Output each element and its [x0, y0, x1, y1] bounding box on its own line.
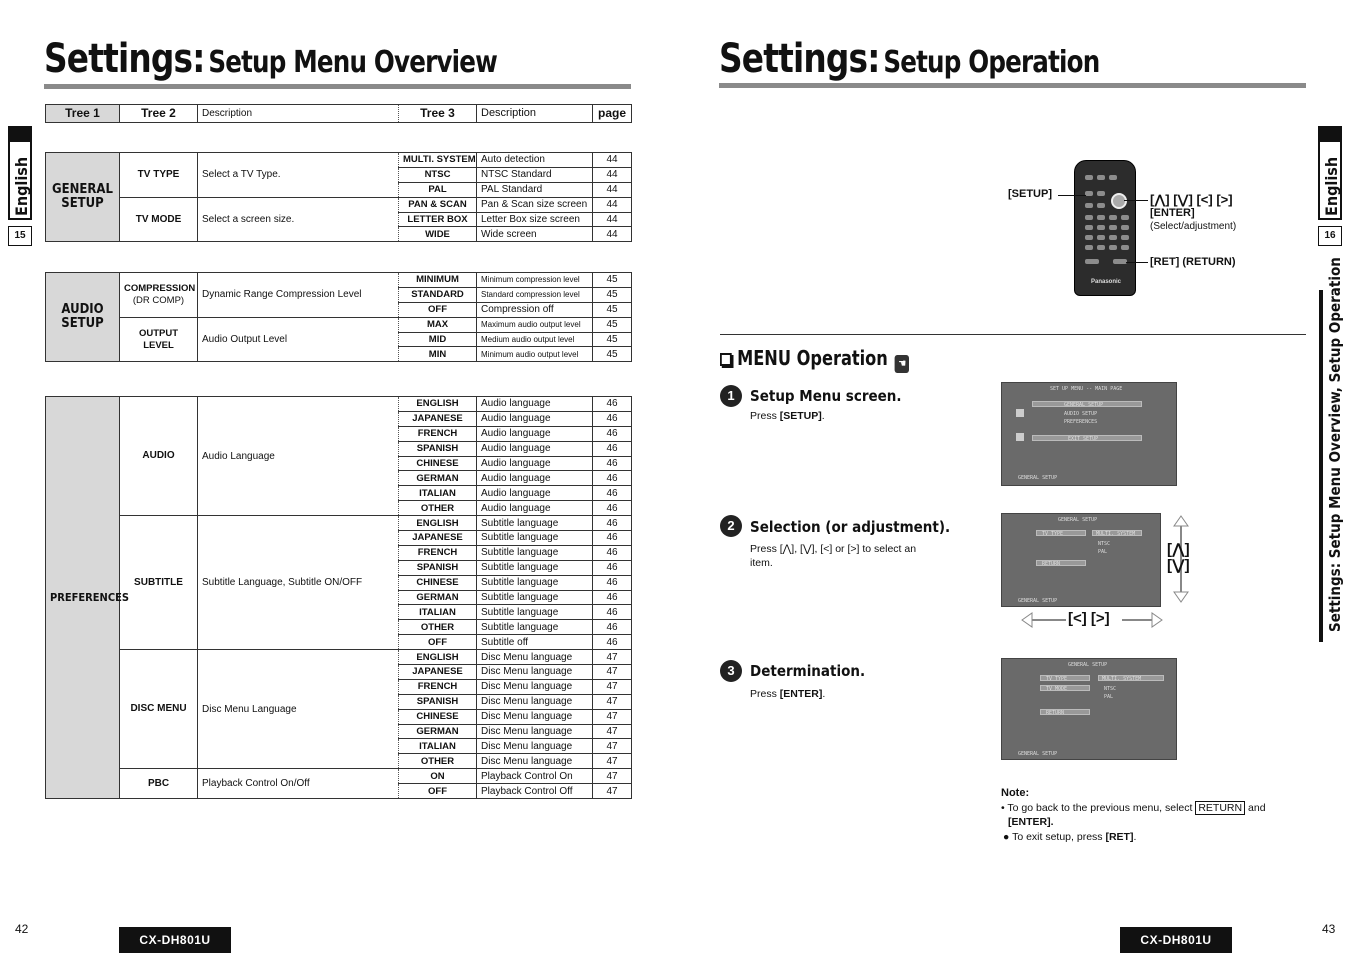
determination-screen: GENERAL SETUP TV TYPE TV MODE MULTI. SYSTEM NTSC PAL RETURN GENERAL SETUP — [1001, 658, 1177, 760]
overview-header-table — [45, 104, 632, 123]
tree3-cell: ENGLISH — [399, 397, 477, 412]
callout-ret: [RET] (RETURN) — [1150, 256, 1236, 268]
right-side-tab — [1318, 140, 1342, 220]
tree1-general-setup: GENERAL SETUP — [46, 153, 120, 242]
desc3-cell: Disc Menu language — [477, 739, 593, 754]
page-cell: 46 — [593, 471, 632, 486]
desc3-cell: Subtitle language — [477, 620, 593, 635]
tree3-cell: MAX — [399, 317, 477, 332]
page-cell: 45 — [593, 317, 632, 332]
desc3-cell: Audio language — [477, 441, 593, 456]
desc-tv-type: Select a TV Type. — [198, 153, 399, 198]
desc3-cell: Maximum audio output level — [477, 317, 593, 332]
tree3-cell: CHINESE — [399, 575, 477, 590]
checkbox-icon — [720, 353, 732, 366]
page-cell: 46 — [593, 486, 632, 501]
left-side-tab-cap — [8, 126, 32, 140]
setup-menu-screen: SET UP MENU -- MAIN PAGE GENERAL SETUP AUDIO SETUP PREFERENCES EXIT SETUP GENERAL SETUP — [1001, 382, 1177, 486]
tree3-cell: ITALIAN — [399, 739, 477, 754]
selection-screen: GENERAL SETUP TV TYPE MULTI. SYSTEM NTSC PAL RETURN GENERAL SETUP — [1001, 513, 1161, 607]
tree2-tv-type: TV TYPE — [120, 153, 198, 198]
tree3-cell: OFF — [399, 784, 477, 799]
right-title-rule — [719, 83, 1306, 88]
tree3-cell: ITALIAN — [399, 486, 477, 501]
page-cell: 46 — [593, 501, 632, 516]
page-cell: 47 — [593, 724, 632, 739]
left-side-page-badge: 15 — [8, 226, 32, 246]
left-page-title: Settings: Setup Menu Overview — [44, 36, 497, 82]
left-side-tab-label: English — [12, 156, 31, 216]
tree3-cell: ON — [399, 769, 477, 784]
step-3-text: Press [ENTER]. — [750, 688, 826, 700]
tree2-cell: SUBTITLE — [120, 516, 198, 650]
tree3-cell: PAN & SCAN — [399, 197, 477, 212]
label-left-right: [<] [>] — [1068, 610, 1110, 627]
page-cell: 44 — [593, 212, 632, 227]
page-cell: 45 — [593, 287, 632, 302]
preferences-table — [45, 396, 632, 799]
tree3-cell: OTHER — [399, 754, 477, 769]
label-up: [⋀] — [1167, 541, 1190, 558]
desc3-cell: Disc Menu language — [477, 665, 593, 680]
desc-output-level: Audio Output Level — [198, 317, 399, 362]
left-model-badge: CX-DH801U — [119, 927, 231, 953]
page-cell: 44 — [593, 167, 632, 182]
page-cell: 47 — [593, 709, 632, 724]
page-cell: 46 — [593, 605, 632, 620]
tree1-preferences: PREFERENCES — [46, 397, 120, 799]
page-cell: 47 — [593, 769, 632, 784]
callout-arrows-line — [1124, 200, 1148, 201]
page-cell: 46 — [593, 411, 632, 426]
page-cell: 45 — [593, 347, 632, 362]
step-1-text: Press [SETUP]. — [750, 410, 825, 422]
tree3-cell: OFF — [399, 302, 477, 317]
tree3-cell: STANDARD — [399, 287, 477, 302]
desc3-cell: Disc Menu language — [477, 724, 593, 739]
header-tree3: Tree 3 — [399, 105, 477, 123]
page-cell: 44 — [593, 153, 632, 168]
desc3-cell: PAL Standard — [477, 182, 593, 197]
left-arrow-icon — [1030, 619, 1066, 621]
desc-cell: Subtitle Language, Subtitle ON/OFF — [198, 516, 399, 650]
desc3-cell: Subtitle language — [477, 516, 593, 531]
audio-setup-table — [45, 272, 632, 362]
desc3-cell: Auto detection — [477, 153, 593, 168]
page-cell: 44 — [593, 227, 632, 242]
page-cell: 44 — [593, 182, 632, 197]
desc3-cell: Playback Control On — [477, 769, 593, 784]
menu-operation-heading — [720, 346, 909, 373]
callout-setup-line — [1058, 195, 1086, 196]
tree3-cell: CHINESE — [399, 456, 477, 471]
tree2-compression — [120, 273, 198, 318]
desc3-cell: Disc Menu language — [477, 650, 593, 665]
table-row — [46, 516, 632, 531]
joystick-icon — [1111, 193, 1127, 209]
header-desc: Description — [198, 105, 399, 123]
tree2-compression-sub: (DR COMP) — [132, 294, 185, 306]
desc3-cell: Wide screen — [477, 227, 593, 242]
tree2-cell: AUDIO — [120, 397, 198, 516]
tree3-cell: OTHER — [399, 501, 477, 516]
table-row — [46, 769, 632, 784]
tree3-cell: LETTER BOX — [399, 212, 477, 227]
callout-enter: [ENTER] — [1150, 207, 1195, 219]
desc3-cell: Letter Box size screen — [477, 212, 593, 227]
tree3-cell: JAPANESE — [399, 665, 477, 680]
desc3-cell: Subtitle language — [477, 531, 593, 546]
desc3-cell: Compression off — [477, 302, 593, 317]
callout-setup: [SETUP] — [1008, 188, 1052, 200]
page-cell: 45 — [593, 302, 632, 317]
page-cell: 46 — [593, 397, 632, 412]
desc3-cell: Audio language — [477, 486, 593, 501]
desc3-cell: Subtitle language — [477, 560, 593, 575]
desc-tv-mode: Select a screen size. — [198, 197, 399, 242]
header-desc3: Description — [477, 105, 593, 123]
header-tree2: Tree 2 — [120, 105, 198, 123]
page-cell: 47 — [593, 754, 632, 769]
tree1-audio-setup: AUDIO SETUP — [46, 273, 120, 362]
table-row — [46, 650, 632, 665]
page-cell: 47 — [593, 784, 632, 799]
tree3-cell: ENGLISH — [399, 516, 477, 531]
page-cell: 46 — [593, 545, 632, 560]
step-2-number: 2 — [720, 515, 742, 537]
desc3-cell: Minimum audio output level — [477, 347, 593, 362]
tree3-cell: WIDE — [399, 227, 477, 242]
page-cell: 47 — [593, 679, 632, 694]
page-cell: 47 — [593, 650, 632, 665]
page-cell: 46 — [593, 575, 632, 590]
header-page: page — [593, 105, 632, 123]
tree2-cell: DISC MENU — [120, 650, 198, 769]
tree2-cell: PBC — [120, 769, 198, 799]
page-cell: 47 — [593, 739, 632, 754]
tree3-cell: OFF — [399, 635, 477, 650]
tree3-cell: JAPANESE — [399, 531, 477, 546]
desc3-cell: Disc Menu language — [477, 754, 593, 769]
right-side-tab-cap — [1318, 126, 1342, 140]
callout-ret-line — [1126, 262, 1148, 263]
section-rule — [720, 334, 1306, 335]
desc3-cell: Disc Menu language — [477, 679, 593, 694]
label-down: [⋁] — [1167, 557, 1190, 574]
desc3-cell: Subtitle language — [477, 590, 593, 605]
arrow-up-head-icon — [1174, 516, 1188, 526]
note-line-2: [ENTER]. — [1008, 816, 1054, 828]
desc3-cell: Audio language — [477, 397, 593, 412]
desc-compression: Dynamic Range Compression Level — [198, 273, 399, 318]
tree2-output-level: OUTPUT LEVEL — [120, 317, 198, 362]
callout-enter-sub: (Select/adjustment) — [1150, 221, 1237, 232]
arrow-right-head-icon — [1152, 613, 1162, 627]
page-cell: 45 — [593, 273, 632, 288]
left-side-tab — [8, 140, 32, 220]
page-cell: 46 — [593, 590, 632, 605]
desc3-cell: Audio language — [477, 501, 593, 516]
desc-cell: Audio Language — [198, 397, 399, 516]
page-cell: 46 — [593, 441, 632, 456]
tree3-cell: CHINESE — [399, 709, 477, 724]
remote-brand-logo: Panasonic — [1090, 279, 1121, 285]
tree3-cell: GERMAN — [399, 724, 477, 739]
page-cell: 46 — [593, 635, 632, 650]
vertical-section-title: Settings: Setup Menu Overview, Setup Operation — [1326, 257, 1344, 632]
step-3-number: 3 — [720, 660, 742, 682]
page-cell: 47 — [593, 694, 632, 709]
right-arrow-icon — [1122, 619, 1154, 621]
note-line-1: • To go back to the previous menu, select RETURN and — [1001, 802, 1266, 814]
page-cell: 45 — [593, 332, 632, 347]
tree3-cell: ITALIAN — [399, 605, 477, 620]
desc3-cell: Disc Menu language — [477, 709, 593, 724]
tree3-cell: SPANISH — [399, 560, 477, 575]
tree3-cell: OTHER — [399, 620, 477, 635]
desc3-cell: Standard compression level — [477, 287, 593, 302]
desc3-cell: Disc Menu language — [477, 694, 593, 709]
page-cell: 46 — [593, 531, 632, 546]
tree2-tv-mode: TV MODE — [120, 197, 198, 242]
header-tree1: Tree 1 — [46, 105, 120, 123]
tree3-cell: FRENCH — [399, 545, 477, 560]
tree3-cell: JAPANESE — [399, 411, 477, 426]
return-boxed-label: RETURN — [1195, 801, 1245, 815]
tree3-cell: MIN — [399, 347, 477, 362]
left-page-number: 42 — [15, 922, 29, 936]
page-cell: 46 — [593, 456, 632, 471]
arrow-left-head-icon — [1022, 613, 1032, 627]
right-side-page-badge: 16 — [1318, 226, 1342, 246]
desc3-cell: Audio language — [477, 426, 593, 441]
tree3-cell: ENGLISH — [399, 650, 477, 665]
desc-cell: Disc Menu Language — [198, 650, 399, 769]
arrow-down-head-icon — [1174, 592, 1188, 602]
page-cell: 46 — [593, 620, 632, 635]
desc3-cell: Medium audio output level — [477, 332, 593, 347]
step-2-title: Selection (or adjustment). — [750, 518, 951, 536]
page-cell: 46 — [593, 560, 632, 575]
step-1-number: 1 — [720, 385, 742, 407]
desc3-cell: Minimum compression level — [477, 273, 593, 288]
desc3-cell: Subtitle language — [477, 575, 593, 590]
note-line-3: ● To exit setup, press [RET]. — [1003, 831, 1137, 843]
callout-arrows: [⋀] [⋁] [<] [>] — [1150, 192, 1233, 207]
tree3-cell: MINIMUM — [399, 273, 477, 288]
tree3-cell: SPANISH — [399, 694, 477, 709]
table-row — [46, 397, 632, 412]
right-side-tab-label: English — [1322, 156, 1341, 216]
note-title: Note: — [1001, 787, 1030, 799]
vertical-title-bar — [1319, 290, 1323, 642]
tree3-cell: MULTI. SYSTEM — [399, 153, 477, 168]
desc3-cell: Pan & Scan size screen — [477, 197, 593, 212]
menu-operation-label: MENU Operation — [737, 346, 888, 370]
remote-control-illustration — [1074, 160, 1136, 296]
tree3-cell: FRENCH — [399, 426, 477, 441]
desc3-cell: Subtitle language — [477, 545, 593, 560]
page-cell: 44 — [593, 197, 632, 212]
desc3-cell: Audio language — [477, 471, 593, 486]
step-2-text: Press [⋀], [⋁], [<] or [>] to select an item. — [750, 543, 917, 569]
tree3-cell: GERMAN — [399, 471, 477, 486]
hand-icon: ☚ — [895, 355, 909, 373]
tree2-compression-label: COMPRESSION — [124, 282, 196, 294]
step-3-title: Determination. — [750, 662, 866, 680]
step-1-title: Setup Menu screen. — [750, 387, 902, 405]
left-title-rule — [44, 84, 631, 89]
desc3-cell: Audio language — [477, 411, 593, 426]
right-page-number: 43 — [1322, 922, 1336, 936]
desc3-cell: Subtitle language — [477, 605, 593, 620]
general-setup-table — [45, 152, 632, 242]
tree3-cell: SPANISH — [399, 441, 477, 456]
page-cell: 46 — [593, 426, 632, 441]
page-cell: 46 — [593, 516, 632, 531]
right-model-badge: CX-DH801U — [1120, 927, 1232, 953]
desc3-cell: Playback Control Off — [477, 784, 593, 799]
desc3-cell: NTSC Standard — [477, 167, 593, 182]
tree3-cell: PAL — [399, 182, 477, 197]
desc3-cell: Subtitle off — [477, 635, 593, 650]
right-page-title: Settings: Setup Operation — [719, 36, 1100, 82]
tree3-cell: GERMAN — [399, 590, 477, 605]
page-cell: 47 — [593, 665, 632, 680]
tree3-cell: NTSC — [399, 167, 477, 182]
tree3-cell: FRENCH — [399, 679, 477, 694]
desc3-cell: Audio language — [477, 456, 593, 471]
desc-cell: Playback Control On/Off — [198, 769, 399, 799]
tree3-cell: MID — [399, 332, 477, 347]
